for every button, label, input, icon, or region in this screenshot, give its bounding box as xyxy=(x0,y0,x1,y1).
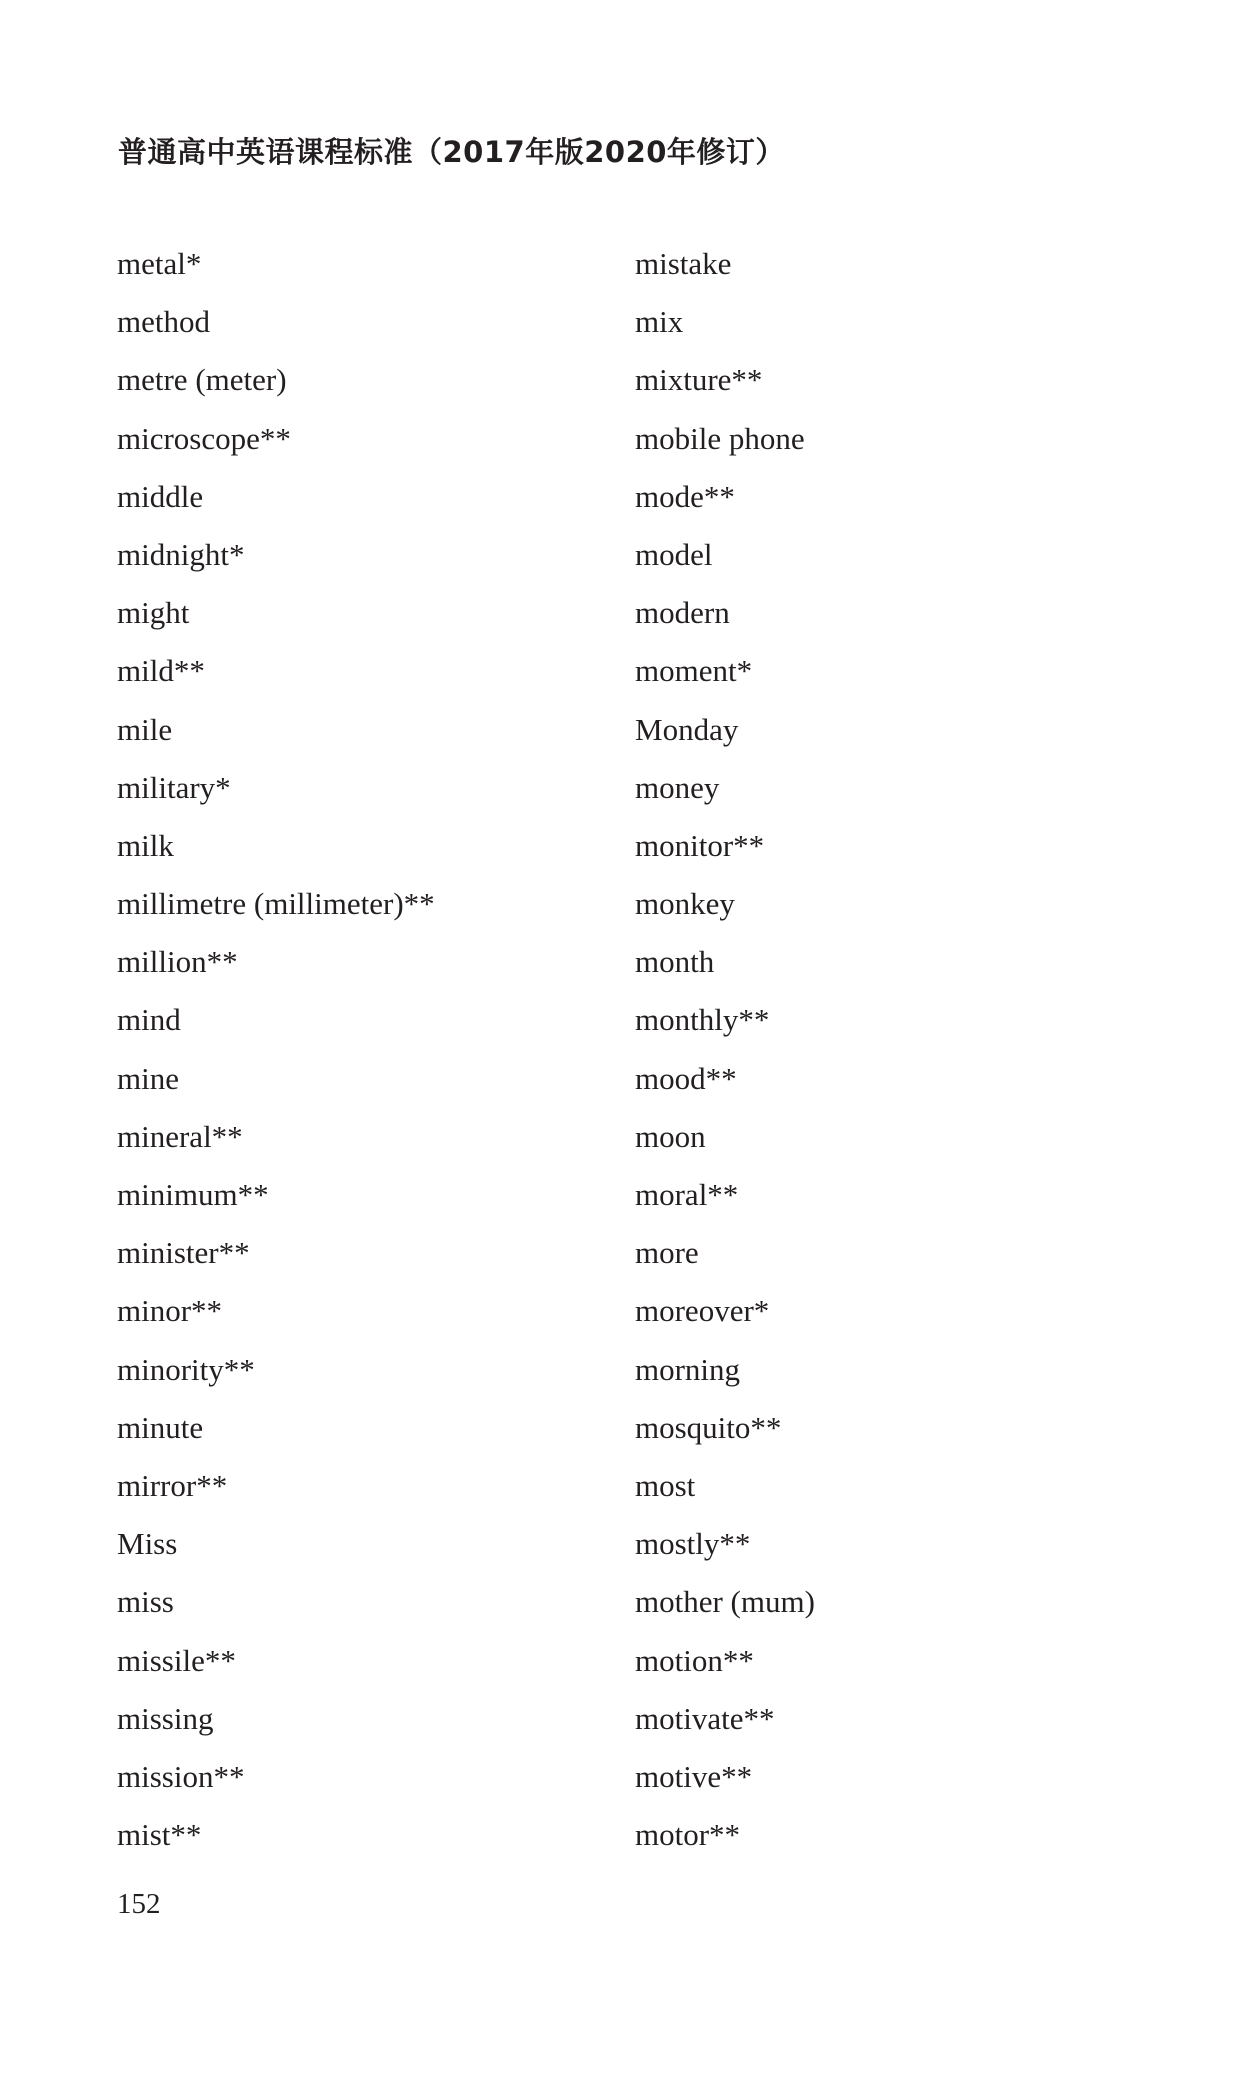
vocabulary-word: method xyxy=(117,304,210,340)
vocabulary-word: minute xyxy=(117,1409,204,1445)
vocabulary-word: moral** xyxy=(635,1177,739,1212)
vocabulary-word: most xyxy=(635,1467,696,1503)
vocabulary-word: more xyxy=(635,1235,699,1271)
page-number: 152 xyxy=(117,1888,161,1920)
vocabulary-word: morning xyxy=(635,1351,741,1387)
vocabulary-word: motor** xyxy=(635,1817,741,1853)
vocabulary-word: mine xyxy=(117,1060,179,1096)
vocabulary-word: mist** xyxy=(117,1817,202,1853)
vocabulary-word: milk xyxy=(117,827,174,863)
vocabulary-word: minority** xyxy=(117,1351,255,1387)
vocabulary-word: monkey xyxy=(635,886,735,922)
vocabulary-word: mild** xyxy=(117,653,205,689)
vocabulary-word: month xyxy=(635,944,715,980)
vocabulary-word: Monday xyxy=(635,711,739,747)
vocabulary-word: midnight* xyxy=(117,536,245,572)
vocabulary-word: might xyxy=(117,595,190,631)
vocabulary-word: mix xyxy=(635,304,684,340)
vocabulary-word: metal* xyxy=(117,246,202,281)
page-header-title: 普通高中英语课程标准（2017年版2020年修订） xyxy=(118,135,785,169)
vocabulary-word: mood** xyxy=(635,1060,737,1096)
vocabulary-word: miss xyxy=(117,1584,174,1620)
vocabulary-word: mirror** xyxy=(117,1467,228,1503)
vocabulary-word: moment* xyxy=(635,653,753,689)
vocabulary-word: mostly** xyxy=(635,1526,751,1562)
vocabulary-word: missing xyxy=(117,1700,214,1736)
vocabulary-column-right xyxy=(635,235,815,1864)
vocabulary-word: microscope** xyxy=(117,420,291,456)
vocabulary-word: mile xyxy=(117,711,173,747)
vocabulary-word: moon xyxy=(635,1118,706,1154)
vocabulary-word: mistake xyxy=(635,246,732,281)
vocabulary-word: monitor** xyxy=(635,827,765,863)
vocabulary-word: motivate** xyxy=(635,1700,775,1736)
vocabulary-word: minimum** xyxy=(117,1177,269,1212)
vocabulary-word: monthly** xyxy=(635,1002,770,1038)
vocabulary-word: Miss xyxy=(117,1526,178,1562)
vocabulary-word: mixture** xyxy=(635,362,763,398)
vocabulary-word: mosquito** xyxy=(635,1409,782,1445)
vocabulary-word: motion** xyxy=(635,1642,754,1678)
vocabulary-word: missile** xyxy=(117,1642,236,1678)
vocabulary-word: modern xyxy=(635,595,730,631)
vocabulary-word: mother (mum) xyxy=(635,1584,815,1620)
vocabulary-word: mission** xyxy=(117,1758,245,1794)
vocabulary-word: mobile phone xyxy=(635,420,805,456)
vocabulary-word: minister** xyxy=(117,1235,250,1271)
vocabulary-word: millimetre (millimeter)** xyxy=(117,886,435,922)
vocabulary-word: model xyxy=(635,536,713,572)
vocabulary-word: metre (meter) xyxy=(117,362,287,398)
vocabulary-word: minor** xyxy=(117,1293,223,1329)
vocabulary-word: mind xyxy=(117,1002,181,1038)
vocabulary-word: mineral** xyxy=(117,1118,243,1154)
vocabulary-word: moreover* xyxy=(635,1293,770,1329)
vocabulary-word: mode** xyxy=(635,478,735,514)
vocabulary-word: million** xyxy=(117,944,238,980)
vocabulary-word: motive** xyxy=(635,1758,753,1794)
vocabulary-word: military* xyxy=(117,769,231,805)
vocabulary-word: money xyxy=(635,769,720,805)
vocabulary-word: middle xyxy=(117,478,204,514)
vocabulary-column-left xyxy=(117,235,435,1864)
